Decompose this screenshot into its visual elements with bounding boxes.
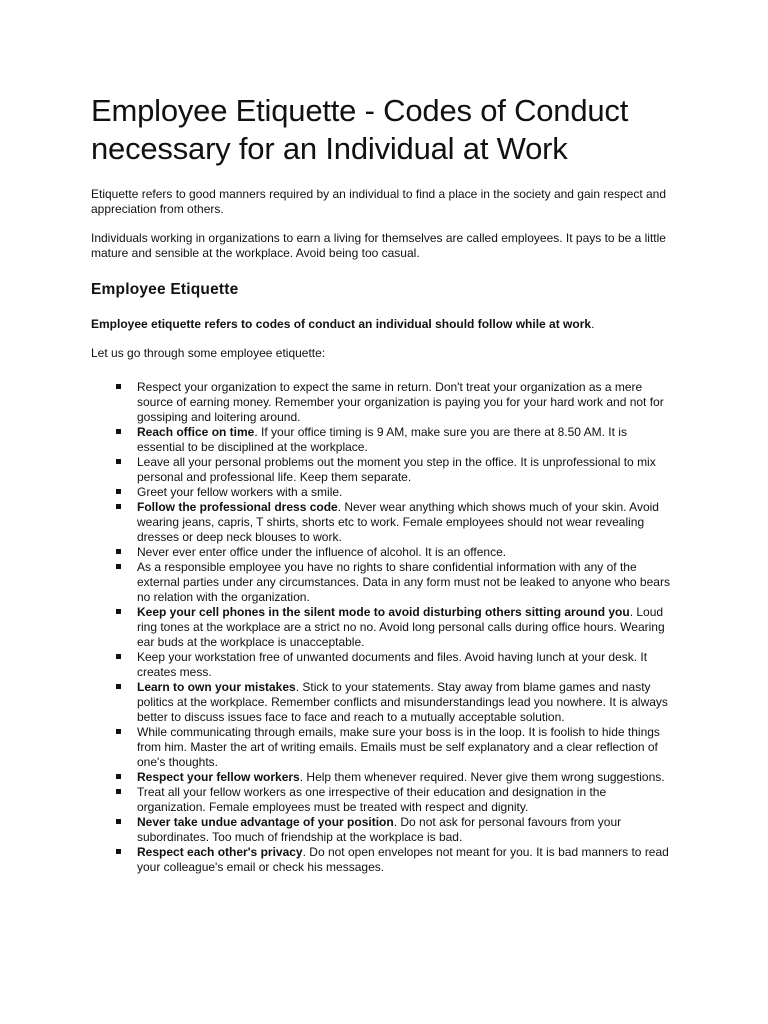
list-item	[91, 770, 676, 785]
lead-end-text: .	[591, 317, 595, 331]
item-bold-text: Follow the professional dress code	[137, 500, 338, 514]
list-item	[91, 650, 676, 680]
list-item	[91, 545, 676, 560]
item-text: Greet your fellow workers with a smile.	[137, 485, 343, 499]
list-item	[91, 845, 676, 875]
list-item	[91, 785, 676, 815]
intro-paragraph: Etiquette refers to good manners required by an individual to find a place in the society and gain respect and appreciation from others.	[91, 187, 667, 216]
list-item	[91, 380, 676, 425]
square-bullet-icon	[116, 384, 121, 389]
item-text: While communicating through emails, make sure your boss is in the loop. It is foolish to hide things from him. Master the art of writing emails. Emails must be self explanatory and a clear reflection of one's thoughts.	[137, 725, 660, 769]
document-content	[91, 92, 676, 875]
square-bullet-icon	[116, 549, 121, 554]
intro-paragraph: Individuals working in organizations to earn a living for themselves are called employees. It pays to be a little mature and sensible at the workplace. Avoid being too casual.	[91, 231, 666, 260]
section-heading: Employee Etiquette	[91, 281, 239, 298]
square-bullet-icon	[116, 729, 121, 734]
item-text: . Stick to your statements. Stay away from blame games and nasty politics at the workplace. Remember conflicts and misunderstandings lead you nowhere. It is always better to discuss issues face to face and reach to a mutually acceptable solution.	[137, 680, 668, 724]
list-item	[91, 560, 676, 605]
square-bullet-icon	[116, 789, 121, 794]
lead-sentence	[91, 317, 676, 332]
list-intro: Let us go through some employee etiquette:	[91, 346, 326, 360]
item-bold-text: Learn to own your mistakes	[137, 680, 296, 694]
square-bullet-icon	[116, 849, 121, 854]
item-text: Keep your workstation free of unwanted documents and files. Avoid having lunch at your desk. It creates mess.	[137, 650, 648, 679]
item-text: . Do not ask for personal favours from your subordinates. Too much of friendship at the workplace is bad.	[137, 815, 622, 844]
list-item	[91, 605, 676, 650]
item-text: As a responsible employee you have no rights to share confidential information with any of the external parties under any circumstances. Data in any form must not be leaked to anyone who bears no relation with the organization.	[137, 560, 670, 604]
list-item	[91, 680, 676, 725]
item-bold-text: Respect each other's privacy	[137, 845, 303, 859]
item-bold-text: Respect your fellow workers	[137, 770, 300, 784]
list-item	[91, 425, 676, 455]
item-bold-text: Keep your cell phones in the silent mode to avoid disturbing others sitting around you	[137, 605, 630, 619]
square-bullet-icon	[116, 684, 121, 689]
square-bullet-icon	[116, 654, 121, 659]
square-bullet-icon	[116, 429, 121, 434]
item-text: Never ever enter office under the influence of alcohol. It is an offence.	[137, 545, 507, 559]
square-bullet-icon	[116, 504, 121, 509]
item-text: . Loud ring tones at the workplace are a strict no no. Avoid long personal calls during office hours. Wearing ear buds at the workplace is unacceptable.	[137, 605, 665, 649]
list-item	[91, 500, 676, 545]
item-text: . Do not open envelopes not meant for you. It is bad manners to read your colleague's email or check his messages.	[137, 845, 669, 874]
item-bold-text: Reach office on time	[137, 425, 255, 439]
item-text: Respect your organization to expect the same in return. Don't treat your organization as a mere source of earning money. Remember your organization is paying you for your hard work and not for gossiping and loitering around.	[137, 380, 664, 424]
list-item	[91, 725, 676, 770]
square-bullet-icon	[116, 819, 121, 824]
item-text: Treat all your fellow workers as one irrespective of their education and designation in the organization. Female employees must be treated with respect and dignity.	[137, 785, 607, 814]
square-bullet-icon	[116, 564, 121, 569]
list-item	[91, 815, 676, 845]
item-text: . Help them whenever required. Never give them wrong suggestions.	[299, 770, 665, 784]
item-text: . Never wear anything which shows much of your skin. Avoid wearing jeans, capris, T shirts, shorts etc to work. Female employees should not wear revealing dresses or deep neck blouses to work.	[137, 500, 659, 544]
list-item	[91, 455, 676, 485]
square-bullet-icon	[116, 489, 121, 494]
list-item	[91, 485, 676, 500]
page-title: Employee Etiquette - Codes of Conduct necessary for an Individual at Work	[91, 93, 629, 166]
item-text: . If your office timing is 9 AM, make sure you are there at 8.50 AM. It is essential to be disciplined at the workplace.	[137, 425, 627, 454]
lead-bold-text: Employee etiquette refers to codes of conduct an individual should follow while at work	[91, 317, 592, 331]
item-bold-text: Never take undue advantage of your position	[137, 815, 394, 829]
square-bullet-icon	[116, 459, 121, 464]
item-text: Leave all your personal problems out the moment you step in the office. It is unprofessional to mix personal and professional life. Keep them separate.	[137, 455, 656, 484]
square-bullet-icon	[116, 774, 121, 779]
square-bullet-icon	[116, 609, 121, 614]
etiquette-list	[91, 380, 676, 875]
